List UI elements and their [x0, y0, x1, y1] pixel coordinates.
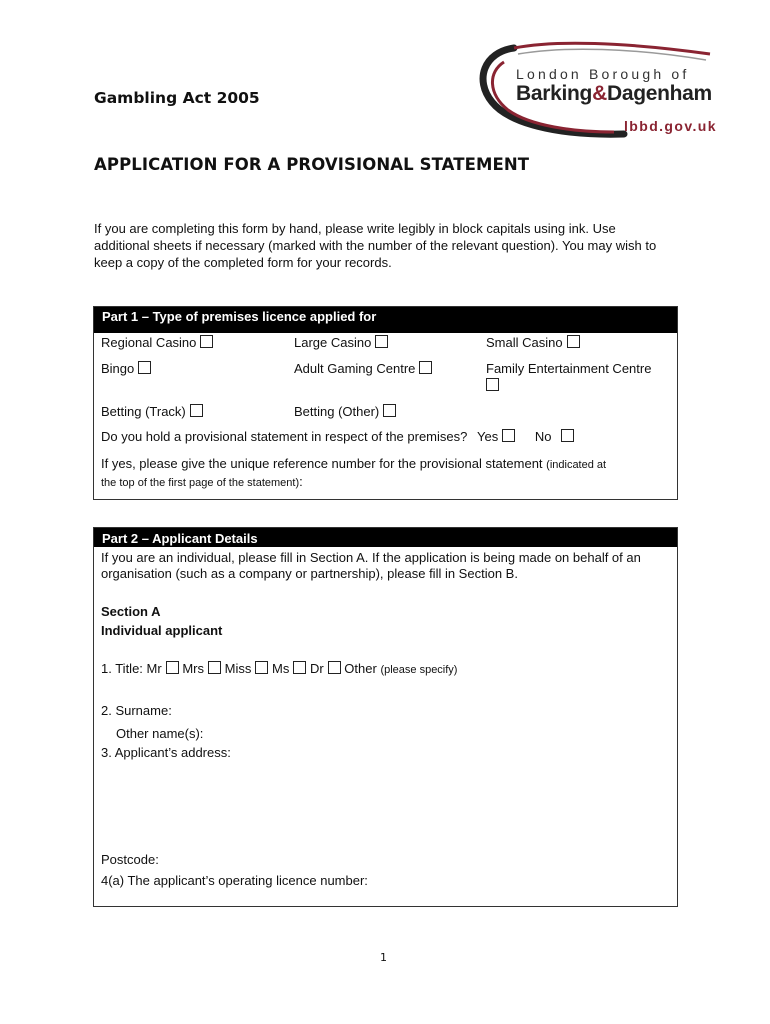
logo-barking: Barking: [516, 82, 593, 105]
act-title: Gambling Act 2005: [94, 89, 260, 107]
family-entertainment-centre-checkbox-wrap: [482, 378, 499, 393]
option-regional-casino: [101, 335, 213, 350]
option-betting-other: [294, 404, 396, 419]
large-casino-label: Large Casino: [294, 335, 372, 350]
part2-box: [93, 527, 678, 907]
logo-ampersand: &: [592, 82, 607, 105]
part2-instructions: If you are an individual, please fill in Section A. If the application is being made on behalf of an organisation (such as a company or partnership), please fill in Section B.: [101, 550, 641, 581]
yes-checkbox[interactable]: [502, 429, 515, 442]
large-casino-checkbox[interactable]: [375, 335, 388, 348]
option-bingo: [101, 361, 151, 376]
logo-text-line2: [516, 82, 712, 106]
adult-gaming-centre-checkbox[interactable]: [419, 361, 432, 374]
title-dr-checkbox[interactable]: [328, 661, 341, 674]
no-label: No: [534, 429, 552, 444]
council-logo: [474, 40, 734, 140]
reference-colon: :: [299, 474, 303, 489]
title-label: 1. Title:: [101, 661, 143, 676]
title-dr-label: Dr: [309, 661, 324, 676]
logo-website: lbbd.gov.uk: [624, 118, 717, 134]
small-casino-label: Small Casino: [486, 335, 563, 350]
title-ms-label: Ms: [271, 661, 290, 676]
small-casino-checkbox[interactable]: [567, 335, 580, 348]
logo-dagenham: Dagenham: [606, 82, 712, 105]
regional-casino-checkbox[interactable]: [200, 335, 213, 348]
part1-heading: Part 1 – Type of premises licence applied for: [94, 307, 677, 333]
postcode-label: Postcode:: [101, 852, 159, 867]
option-adult-gaming-centre: [294, 361, 432, 376]
title-mrs-label: Mrs: [182, 661, 205, 676]
betting-track-checkbox[interactable]: [190, 404, 203, 417]
bingo-label: Bingo: [101, 361, 135, 376]
title-row: [101, 661, 457, 676]
title-mrs-checkbox[interactable]: [208, 661, 221, 674]
address-label: 3. Applicant’s address:: [101, 745, 231, 760]
no-checkbox[interactable]: [561, 429, 574, 442]
option-large-casino: [294, 335, 388, 350]
family-entertainment-centre-label: Family Entertainment Centre: [486, 361, 652, 376]
family-entertainment-centre-checkbox[interactable]: [486, 378, 499, 391]
section-a-heading: Section A: [101, 604, 161, 619]
title-miss-checkbox[interactable]: [255, 661, 268, 674]
title-ms-checkbox[interactable]: [293, 661, 306, 674]
title-mr-label: Mr: [146, 661, 162, 676]
reference-note-a: (indicated at: [546, 459, 607, 471]
betting-other-label: Betting (Other): [294, 404, 380, 419]
title-mr-checkbox[interactable]: [166, 661, 179, 674]
option-family-entertainment-centre: [486, 361, 651, 376]
provisional-question-text: Do you hold a provisional statement in respect of the premises?: [101, 429, 468, 444]
option-betting-track: [101, 404, 203, 419]
title-other-label: Other: [344, 661, 377, 676]
betting-track-label: Betting (Track): [101, 404, 186, 419]
reference-note-b: the top of the first page of the statement): [101, 477, 300, 489]
provisional-statement-question: [101, 429, 574, 444]
betting-other-checkbox[interactable]: [383, 404, 396, 417]
other-names-label: Other name(s):: [116, 726, 204, 741]
yes-label: Yes: [477, 429, 499, 444]
page-number: 1: [380, 951, 387, 964]
title-miss-label: Miss: [224, 661, 252, 676]
please-specify-note: (please specify): [380, 664, 458, 676]
logo-text-line1: London Borough of: [516, 66, 690, 82]
regional-casino-label: Regional Casino: [101, 335, 197, 350]
intro-paragraph: If you are completing this form by hand, please write legibly in block capitals using ink. Use additional sheets if necessary (marked with the number of the relevant question). You may wish to keep a copy of the completed form for your records.: [94, 221, 657, 270]
individual-applicant-heading: Individual applicant: [101, 623, 223, 638]
operating-licence-label: 4(a) The applicant’s operating licence number:: [101, 873, 368, 888]
part2-heading: Part 2 – Applicant Details: [94, 528, 677, 547]
reference-text: If yes, please give the unique reference number for the provisional statement: [101, 456, 543, 471]
reference-note-line2: [101, 474, 303, 489]
bingo-checkbox[interactable]: [138, 361, 151, 374]
reference-number-prompt: [101, 456, 606, 471]
adult-gaming-centre-label: Adult Gaming Centre: [294, 361, 416, 376]
document-title: APPLICATION FOR A PROVISIONAL STATEMENT: [94, 155, 530, 174]
option-small-casino: [486, 335, 580, 350]
surname-label: 2. Surname:: [101, 703, 172, 718]
part1-box: [93, 306, 678, 500]
